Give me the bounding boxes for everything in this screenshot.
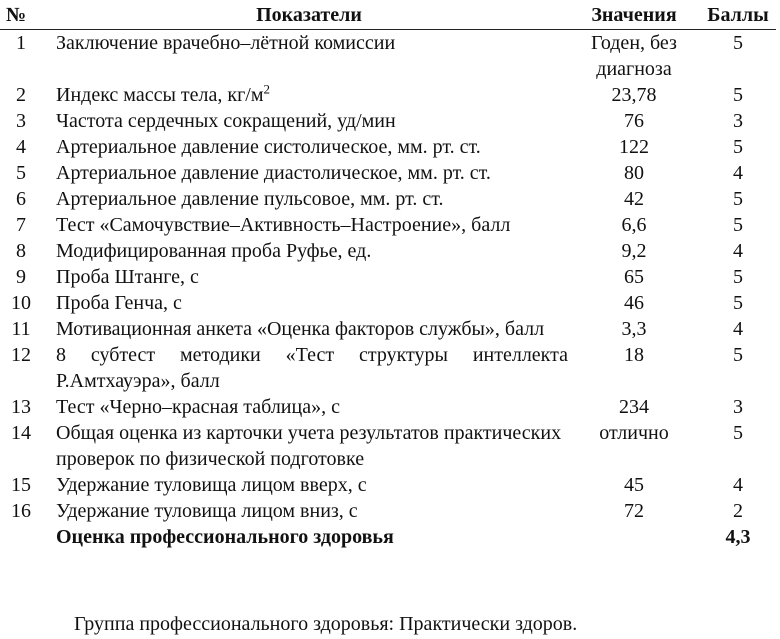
table-row — [0, 160, 776, 186]
row-score: 5 — [733, 136, 743, 158]
row-score: 4 — [733, 240, 743, 262]
table-row — [0, 82, 776, 108]
table-row — [0, 186, 776, 212]
row-score: 4 — [733, 318, 743, 340]
row-value: 3,3 — [621, 318, 647, 340]
row-indicator: Частота сердечных сокращений, уд/мин — [56, 110, 396, 132]
row-number: 2 — [16, 84, 26, 106]
row-indicator: Проба Генча, с — [56, 292, 182, 314]
row-value: 45 — [624, 474, 644, 496]
health-assessment-table — [0, 2, 776, 550]
health-group-footnote: Группа профессионального здоровья: Практически здоров. — [74, 613, 578, 635]
row-indicator: Тест «Черно–красная таблица», с — [56, 396, 340, 418]
table-row — [0, 472, 776, 498]
row-indicator: Артериальное давление пульсовое, мм. рт. ст. — [56, 188, 444, 210]
row-number: 6 — [16, 188, 26, 210]
row-number: 12 — [11, 344, 31, 366]
table-row — [0, 290, 776, 316]
row-value: Годен, без диагноза — [591, 32, 677, 80]
row-value: 42 — [624, 188, 644, 210]
row-number: 14 — [11, 422, 31, 444]
table-header-row — [0, 2, 776, 30]
row-indicator: Тест «Самочувствие–Активность–Настроение», балл — [56, 214, 511, 236]
row-number: 5 — [16, 162, 26, 184]
row-score: 5 — [733, 292, 743, 314]
table-row — [0, 238, 776, 264]
table-row — [0, 264, 776, 290]
row-value: отлично — [599, 422, 669, 444]
row-value: 46 — [624, 292, 644, 314]
row-value: 234 — [619, 396, 649, 418]
row-value: 18 — [624, 344, 644, 366]
row-value: 9,2 — [621, 240, 647, 262]
total-row — [0, 524, 776, 550]
total-value-cell — [568, 524, 700, 550]
table-row — [0, 30, 776, 83]
row-indicator: Модифицированная проба Руфье, ед. — [56, 240, 372, 262]
table-row — [0, 108, 776, 134]
row-indicator: Артериальное давление диастолическое, мм. рт. ст. — [56, 162, 491, 184]
table-row — [0, 498, 776, 524]
header-scores: Баллы — [700, 2, 776, 30]
header-number: № — [0, 2, 50, 30]
row-value: 76 — [624, 110, 644, 132]
row-number: 13 — [11, 396, 31, 418]
row-indicator: Проба Штанге, с — [56, 266, 199, 288]
row-number: 16 — [11, 500, 31, 522]
row-score: 3 — [733, 110, 743, 132]
table-row — [0, 394, 776, 420]
row-indicator: Мотивационная анкета «Оценка факторов службы», балл — [56, 318, 545, 340]
row-indicator: Удержание туловища лицом вниз, с — [56, 500, 358, 522]
row-score: 5 — [733, 84, 743, 106]
row-number: 15 — [11, 474, 31, 496]
row-indicator — [50, 82, 568, 108]
row-number: 8 — [16, 240, 26, 262]
row-score: 5 — [733, 214, 743, 236]
row-number: 10 — [11, 292, 31, 314]
row-indicator-text: Индекс массы тела, кг/м — [56, 84, 264, 106]
row-number: 7 — [16, 214, 26, 236]
row-indicator: Общая оценка из карточки учета результатов практических проверок по физической подготовке — [56, 422, 562, 470]
table-row — [0, 342, 776, 394]
row-number: 11 — [11, 318, 31, 340]
row-score: 5 — [733, 188, 743, 210]
row-value: 72 — [624, 500, 644, 522]
row-value: 6,6 — [621, 214, 647, 236]
header-indicators: Показатели — [50, 2, 568, 30]
row-number: 1 — [16, 32, 26, 54]
row-value: 65 — [624, 266, 644, 288]
row-value: 80 — [624, 162, 644, 184]
row-value: 122 — [619, 136, 649, 158]
row-score: 2 — [733, 500, 743, 522]
row-score: 5 — [733, 422, 743, 444]
row-indicator: 8 субтест методики «Тест структуры интеллекта Р.Амтхауэра», балл — [56, 344, 568, 392]
row-indicator: Артериальное давление систолическое, мм. рт. ст. — [56, 136, 481, 158]
table-row — [0, 134, 776, 160]
row-score: 5 — [733, 344, 743, 366]
total-number-cell — [0, 524, 50, 550]
total-label: Оценка профессионального здоровья — [56, 526, 394, 548]
header-values: Значения — [568, 2, 700, 30]
row-value: 23,78 — [611, 84, 657, 106]
row-indicator: Заключение врачебно–лётной комиссии — [56, 32, 396, 54]
table-row — [0, 316, 776, 342]
row-score: 5 — [733, 32, 743, 54]
table-row — [0, 212, 776, 238]
table-row — [0, 420, 776, 472]
row-indicator: Удержание туловища лицом вверх, с — [56, 474, 367, 496]
row-score: 3 — [733, 396, 743, 418]
total-score: 4,3 — [725, 526, 751, 548]
row-score: 5 — [733, 266, 743, 288]
row-number: 4 — [16, 136, 26, 158]
row-number: 9 — [16, 266, 26, 288]
row-score: 4 — [733, 474, 743, 496]
row-number: 3 — [16, 110, 26, 132]
row-score: 4 — [733, 162, 743, 184]
superscript-exponent: 2 — [263, 81, 270, 97]
